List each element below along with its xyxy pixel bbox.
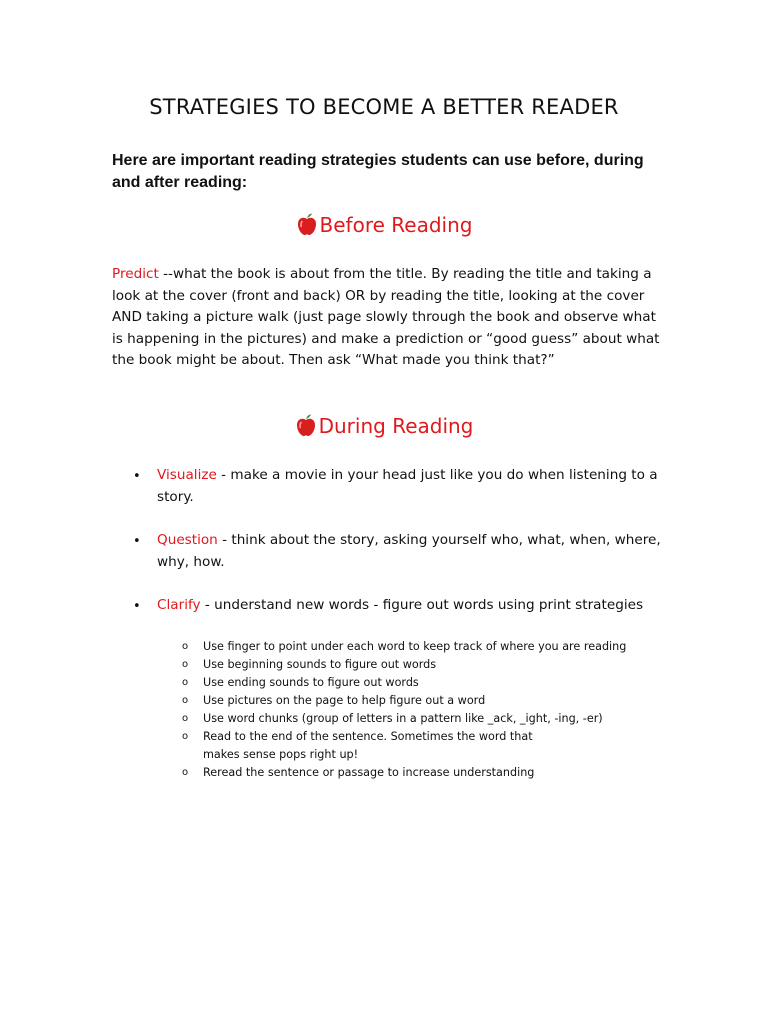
predict-text: --what the book is about from the title. By reading the title and taking a look at the cover (front and back) OR by reading the title, looking at the cover AND taking a picture walk (just page slowly through the book and observe what is happening in the pictures) and make a prediction or “good guess” about what the book might be about. Then ask “What made you think that?” bbox=[112, 266, 660, 369]
list-item bbox=[157, 530, 677, 573]
during-reading-heading bbox=[0, 413, 768, 438]
sub-list-item: o Use ending sounds to figure out words bbox=[203, 674, 683, 692]
before-reading-heading bbox=[0, 212, 768, 237]
sub-list-item: o Use beginning sounds to figure out words bbox=[203, 656, 683, 674]
apple-icon bbox=[295, 413, 317, 437]
predict-term: Predict bbox=[112, 266, 159, 282]
sub-list-item-continuation: makes sense pops right up! bbox=[203, 748, 359, 761]
visualize-text: - make a movie in your head just like you do when listening to a story. bbox=[157, 467, 658, 505]
before-heading-text: Before Reading bbox=[319, 213, 473, 237]
intro-text: Here are important reading strategies students can use before, during and after reading: bbox=[112, 152, 644, 191]
sub-list-item: o Reread the sentence or passage to increase understanding bbox=[203, 764, 683, 782]
apple-icon bbox=[296, 212, 318, 236]
visualize-term: Visualize bbox=[157, 467, 217, 483]
page-title: STRATEGIES TO BECOME A BETTER READER bbox=[149, 95, 619, 119]
clarify-term: Clarify bbox=[157, 597, 201, 613]
sub-list-item: o Use word chunks (group of letters in a pattern like _ack, _ight, -ing, -er) bbox=[203, 710, 683, 728]
predict-paragraph bbox=[112, 264, 660, 372]
sub-list-item: o Use pictures on the page to help figure out a word bbox=[203, 692, 683, 710]
question-text: - think about the story, asking yourself who, what, when, where, why, how. bbox=[157, 532, 661, 570]
clarify-text: - understand new words - figure out words using print strategies bbox=[200, 597, 644, 613]
sub-list-item: o Read to the end of the sentence. Sometimes the word that bbox=[203, 728, 683, 746]
list-item bbox=[157, 465, 677, 508]
question-term: Question bbox=[157, 532, 218, 548]
sub-list-item: o Use finger to point under each word to keep track of where you are reading bbox=[203, 638, 683, 656]
list-item bbox=[157, 595, 677, 617]
during-heading-text: During Reading bbox=[318, 414, 474, 438]
